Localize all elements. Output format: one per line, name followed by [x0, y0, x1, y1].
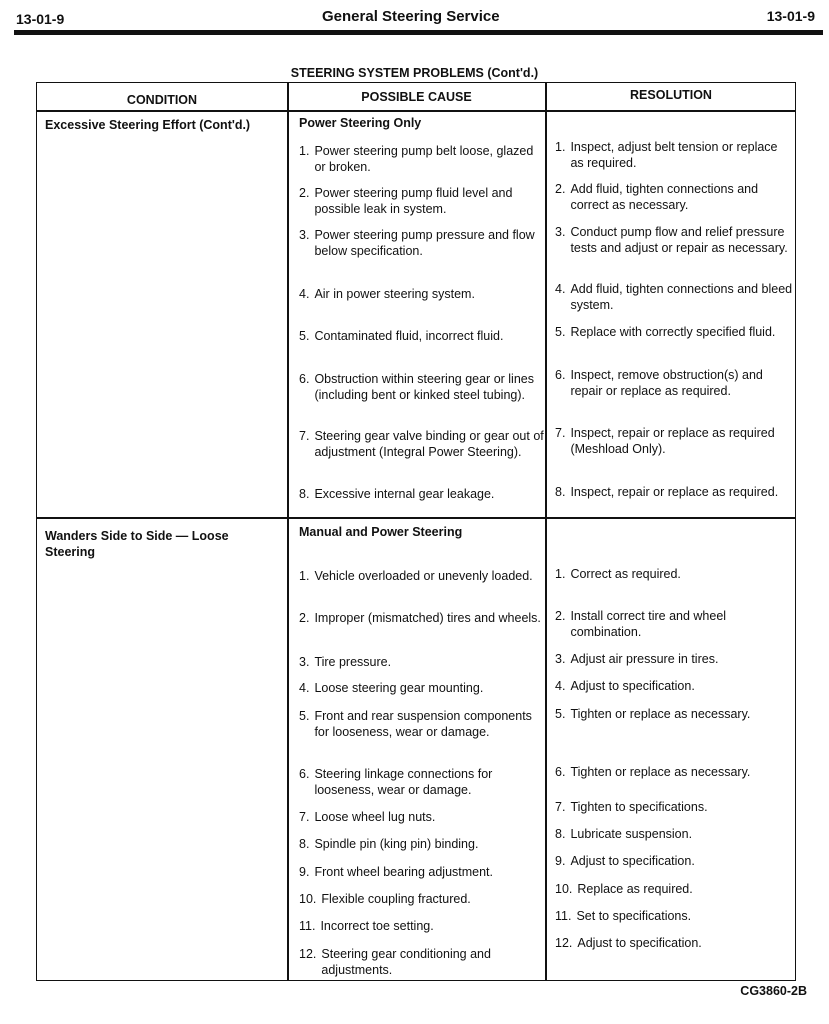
resolution-text: Tighten or replace as necessary. — [570, 707, 751, 721]
cause-item — [299, 286, 547, 302]
cause-item — [299, 227, 547, 259]
cause-text: Air in power steering system. — [314, 287, 475, 301]
figure-code: CG3860-2B — [740, 984, 807, 998]
item-number: 2. — [299, 186, 310, 200]
item-number: 8. — [299, 487, 310, 501]
cause-subheading: Power Steering Only — [299, 116, 422, 130]
cause-text: Incorrect toe setting. — [320, 919, 434, 933]
item-number: 7. — [555, 426, 566, 440]
item-number: 6. — [299, 372, 310, 386]
item-number: 3. — [299, 655, 310, 669]
page-title: General Steering Service — [322, 8, 500, 25]
resolution-item — [555, 367, 793, 399]
resolution-item — [555, 853, 793, 869]
resolution-text: Set to specifications. — [576, 909, 692, 923]
item-number: 6. — [555, 765, 566, 779]
item-number: 1. — [299, 569, 310, 583]
resolution-text: Install correct tire and wheel combination. — [570, 609, 727, 639]
item-number: 2. — [299, 611, 310, 625]
item-number: 8. — [555, 827, 566, 841]
cause-text: Contaminated fluid, incorrect fluid. — [314, 329, 504, 343]
resolution-item — [555, 566, 793, 582]
item-number: 8. — [555, 485, 566, 499]
cause-item — [299, 680, 547, 696]
cause-item — [299, 428, 547, 460]
cause-item — [299, 143, 547, 175]
item-number: 7. — [555, 800, 566, 814]
resolution-text: Inspect, repair or replace as required (Meshload Only). — [570, 426, 775, 456]
item-number: 9. — [555, 854, 566, 868]
condition-label: Excessive Steering Effort (Cont'd.) — [45, 118, 251, 132]
item-number: 7. — [299, 429, 310, 443]
item-number: 5. — [555, 325, 566, 339]
header-row-divider — [37, 110, 795, 112]
item-number: 4. — [299, 287, 310, 301]
resolution-item — [555, 484, 793, 500]
resolution-text: Lubricate suspension. — [570, 827, 693, 841]
cause-item — [299, 610, 547, 626]
resolution-text: Replace as required. — [577, 882, 693, 896]
item-number: 3. — [555, 225, 566, 239]
cause-text: Obstruction within steering gear or lines (including bent or kinked steel tubing). — [314, 372, 534, 402]
resolution-item — [555, 425, 793, 457]
item-number: 4. — [555, 282, 566, 296]
resolution-text: Add fluid, tighten connections and bleed system. — [570, 282, 793, 312]
cause-text: Loose steering gear mounting. — [314, 681, 484, 695]
resolution-text: Correct as required. — [570, 567, 681, 581]
resolution-item — [555, 799, 793, 815]
cause-item — [299, 891, 547, 907]
resolution-item — [555, 608, 793, 640]
item-number: 5. — [555, 707, 566, 721]
cause-item — [299, 568, 547, 584]
troubleshooting-table — [36, 82, 796, 981]
cause-text: Power steering pump belt loose, glazed or broken. — [314, 144, 534, 174]
item-number: 1. — [299, 144, 310, 158]
resolution-item — [555, 935, 793, 951]
cause-item — [299, 766, 547, 798]
resolution-item — [555, 281, 793, 313]
cause-text: Power steering pump fluid level and possible leak in system. — [314, 186, 513, 216]
cause-text: Power steering pump pressure and flow below specification. — [314, 228, 535, 258]
resolution-item — [555, 181, 793, 213]
resolution-text: Tighten to specifications. — [570, 800, 708, 814]
resolution-text: Conduct pump flow and relief pressure tests and adjust or repair as necessary. — [570, 225, 788, 255]
item-number: 4. — [555, 679, 566, 693]
cause-item — [299, 836, 547, 852]
col-header-resolution: RESOLUTION — [630, 88, 712, 102]
resolution-item — [555, 324, 793, 340]
column-divider — [287, 83, 289, 980]
resolution-item — [555, 826, 793, 842]
cause-text: Excessive internal gear leakage. — [314, 487, 495, 501]
item-number: 6. — [299, 767, 310, 781]
resolution-text: Add fluid, tighten connections and correct as necessary. — [570, 182, 759, 212]
cause-text: Steering gear valve binding or gear out of adjustment (Integral Power Steering). — [314, 429, 544, 459]
resolution-text: Tighten or replace as necessary. — [570, 765, 751, 779]
item-number: 1. — [555, 567, 566, 581]
item-number: 10. — [555, 882, 573, 896]
header-rule — [14, 30, 823, 35]
resolution-item — [555, 139, 793, 171]
cause-item — [299, 809, 547, 825]
item-number: 7. — [299, 810, 310, 824]
item-number: 10. — [299, 892, 317, 906]
cause-item — [299, 486, 547, 502]
item-number: 1. — [555, 140, 566, 154]
table-title: STEERING SYSTEM PROBLEMS (Cont'd.) — [290, 66, 539, 80]
cause-text: Front wheel bearing adjustment. — [314, 865, 494, 879]
condition-label: Wanders Side to Side — Loose Steering — [45, 529, 229, 559]
cause-text: Steering gear conditioning and adjustments. — [321, 947, 491, 977]
item-number: 3. — [299, 228, 310, 242]
page-number-right: 13-01-9 — [766, 8, 815, 24]
cause-text: Vehicle overloaded or unevenly loaded. — [314, 569, 533, 583]
resolution-text: Inspect, adjust belt tension or replace as required. — [570, 140, 778, 170]
resolution-text: Adjust to specification. — [570, 679, 695, 693]
resolution-item — [555, 678, 793, 694]
cause-text: Loose wheel lug nuts. — [314, 810, 436, 824]
resolution-item — [555, 881, 793, 897]
col-header-possible-cause: POSSIBLE CAUSE — [361, 90, 472, 104]
cause-item — [299, 328, 547, 344]
cause-text: Tire pressure. — [314, 655, 392, 669]
cause-text: Front and rear suspension components for looseness, wear or damage. — [314, 709, 532, 739]
item-number: 8. — [299, 837, 310, 851]
cause-item — [299, 918, 547, 934]
resolution-text: Inspect, remove obstruction(s) and repair or replace as required. — [570, 368, 763, 398]
item-number: 11. — [555, 909, 572, 923]
section-divider — [37, 517, 795, 519]
item-number: 5. — [299, 709, 310, 723]
item-number: 2. — [555, 609, 566, 623]
item-number: 9. — [299, 865, 310, 879]
cause-text: Spindle pin (king pin) binding. — [314, 837, 479, 851]
cause-item — [299, 185, 547, 217]
cause-item — [299, 946, 547, 978]
cause-text: Improper (mismatched) tires and wheels. — [314, 611, 541, 625]
cause-item — [299, 654, 547, 670]
item-number: 2. — [555, 182, 566, 196]
item-number: 12. — [555, 936, 573, 950]
item-number: 11. — [299, 919, 316, 933]
cause-item — [299, 708, 547, 740]
item-number: 12. — [299, 947, 317, 961]
cause-item — [299, 864, 547, 880]
resolution-text: Adjust to specification. — [570, 854, 695, 868]
item-number: 4. — [299, 681, 310, 695]
resolution-text: Replace with correctly specified fluid. — [570, 325, 776, 339]
resolution-item — [555, 764, 793, 780]
resolution-item — [555, 908, 793, 924]
page-number-left: 13-01-9 — [16, 11, 65, 27]
col-header-condition: CONDITION — [126, 93, 198, 107]
cause-subheading: Manual and Power Steering — [299, 525, 463, 539]
item-number: 6. — [555, 368, 566, 382]
cause-text: Flexible coupling fractured. — [321, 892, 471, 906]
resolution-item — [555, 224, 793, 256]
resolution-item — [555, 706, 793, 722]
cause-item — [299, 371, 547, 403]
cause-text: Steering linkage connections for looseness, wear or damage. — [314, 767, 493, 797]
resolution-text: Adjust to specification. — [577, 936, 702, 950]
item-number: 5. — [299, 329, 310, 343]
resolution-text: Inspect, repair or replace as required. — [570, 485, 779, 499]
resolution-item — [555, 651, 793, 667]
item-number: 3. — [555, 652, 566, 666]
resolution-text: Adjust air pressure in tires. — [570, 652, 719, 666]
